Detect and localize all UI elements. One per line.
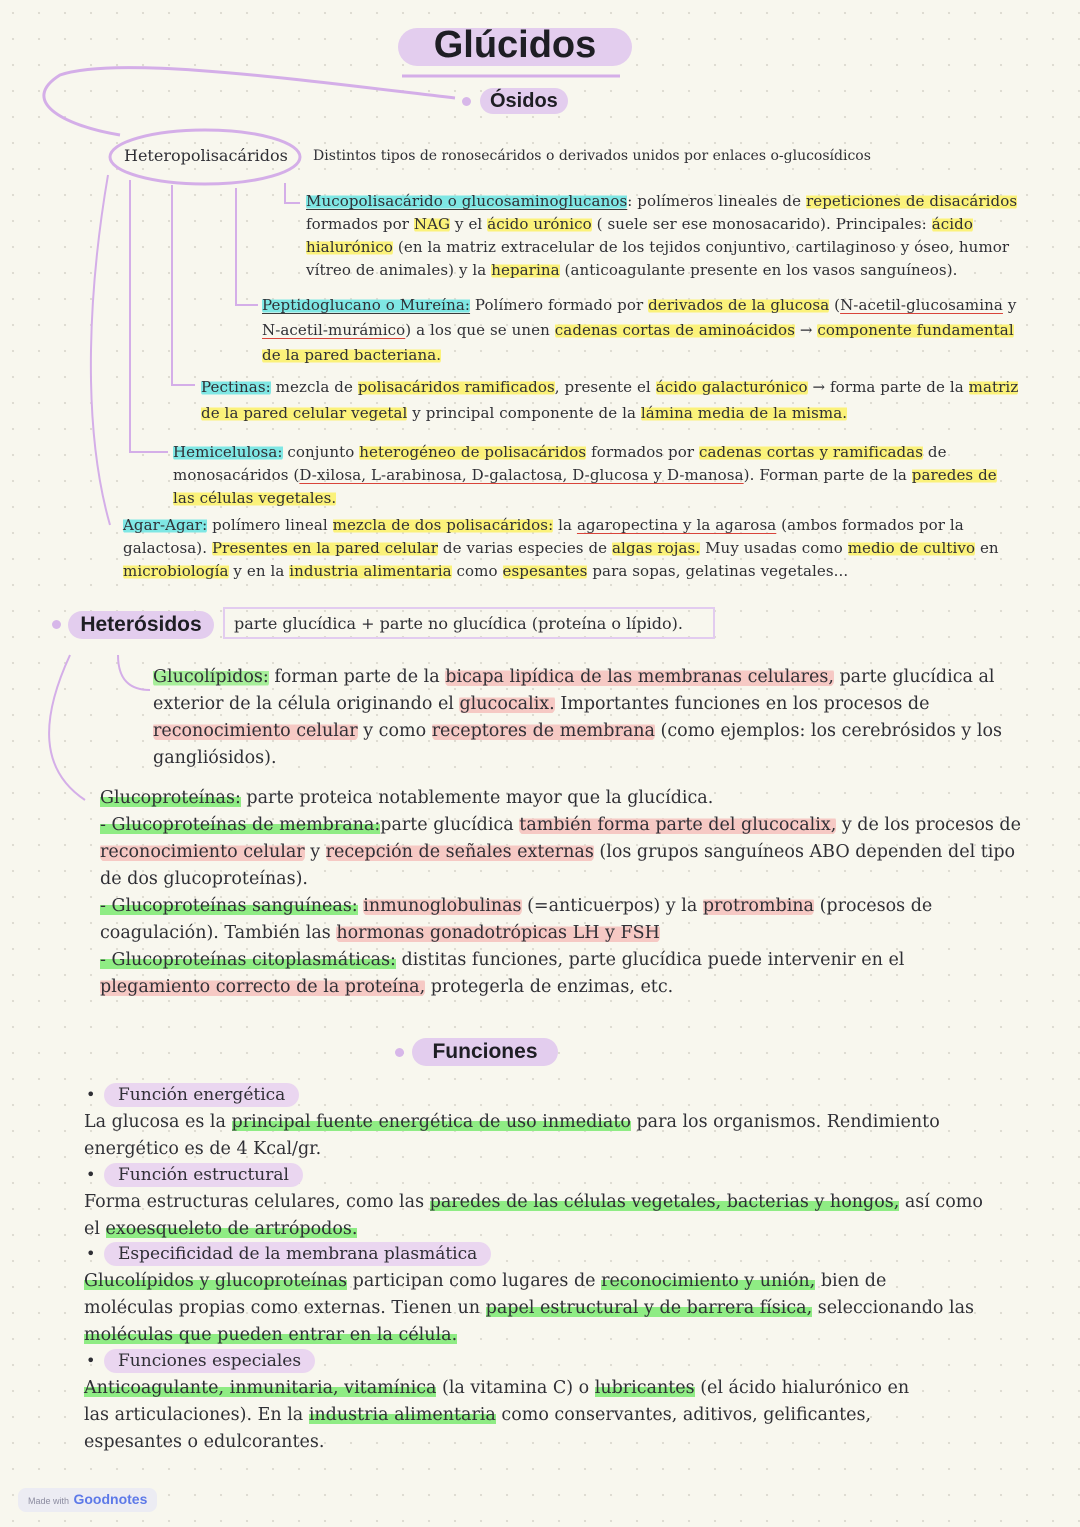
page-title: Glúcidos bbox=[433, 24, 597, 66]
heteropolisacaridos-label: Heteropolisacáridos bbox=[124, 146, 288, 165]
hemicelulosa-block: Hemicelulosa: conjunto heterogéneo de polisacáridos formados por cadenas cortas y ramificadas de monosacáridos (D-xilosa, L-arabinosa, D-galactosa, D-glucosa y D-manosa). Forman parte de la paredes de las células vegetales. bbox=[173, 443, 997, 507]
osidos-dot bbox=[462, 97, 471, 106]
funciones-especiales-text: Anticoagulante, inmunitaria, vitamínica (la vitamina C) o lubricantes (el ácido hialurónico en las articulaciones). En la industria alimentaria como conservantes, aditivos, gelificantes, espesantes o edulcorantes. bbox=[84, 1378, 910, 1452]
agar-block: Agar-Agar: polímero lineal mezcla de dos polisacáridos: la agaropectina y la agarosa (ambos formados por la galactosa). Presentes en la pared celular de varias especies de algas rojas. Muy usadas como medio de cultivo en microbiología y en la industria alimentaria como espesantes para sopas, gelatinas vegetales... bbox=[123, 516, 999, 580]
funciones-dot bbox=[395, 1048, 404, 1057]
glucolipidos-block: Glucolípidos: forman parte de la bicapa lipídica de las membranas celulares, parte glucídica al exterior de la célula originando el glucocalix. Importantes funciones en los procesos de reconocimiento celular y como receptores de membrana (como ejemplos: los cerebrósidos y los gangliósidos). bbox=[153, 667, 1002, 768]
funciones-especiales-label: Funciones especiales bbox=[104, 1349, 315, 1373]
especificidad-membrana-label: Especificidad de la membrana plasmática bbox=[104, 1242, 491, 1266]
funcion-estructural-text: Forma estructuras celulares, como las paredes de las células vegetales, bacterias y hongos, así como el exoesqueleto de artrópodos. bbox=[84, 1192, 983, 1239]
funcion-energetica-label: Función energética bbox=[104, 1083, 299, 1107]
osidos-heading: Ósidos bbox=[480, 88, 568, 114]
heterosidos-heading: Heterósidos bbox=[68, 611, 214, 639]
heterosidos-definition-box: parte glucídica + parte no glucídica (proteína o lípido). bbox=[223, 607, 715, 639]
heterosidos-dot bbox=[52, 620, 61, 629]
pectinas-block: Pectinas: mezcla de polisacáridos ramificados, presente el ácido galacturónico → forma parte de la matriz de la pared celular vegetal y principal componente de la lámina media de la misma. bbox=[201, 378, 1019, 422]
mucopolisacarido-block: Mucopolisacárido o glucosaminoglucanos: polímeros lineales de repeticiones de disacáridos formados por NAG y el ácido urónico ( suele ser ese monosacarido). Principales: ácido hialurónico (en la matriz extracelular de los tejidos conjuntivo, cartilaginoso y óseo, humor vítreo de animales) y la heparina (anticoagulante presente en los vasos sanguíneos). bbox=[306, 192, 1018, 279]
funcion-energetica-text: La glucosa es la principal fuente energética de uso inmediato para los organismos. Rendimiento energético es de 4 Kcal/gr. bbox=[84, 1112, 940, 1159]
bullet-4: • bbox=[86, 1351, 96, 1370]
glucoproteinas-block: Glucoproteínas: parte proteica notablemente mayor que la glucídica. - Glucoproteínas de membrana:parte glucídica también forma parte del glucocalix, y de los procesos de reconocimiento celular y recepción de señales externas (los grupos sanguíneos ABO dependen del tipo de dos glucoproteínas). - Glucoproteínas sanguíneas: inmunoglobulinas (=anticuerpos) y la protrombina (procesos de coagulación). También las hormonas gonadotrópicas LH y FSH - Glucoproteínas citoplasmáticas: distitas funciones, parte glucídica puede intervenir en el plegamiento correcto de la proteína, protegerla de enzimas, etc. bbox=[100, 788, 1021, 997]
bullet-3: • bbox=[86, 1244, 96, 1263]
funciones-heading: Funciones bbox=[412, 1038, 558, 1066]
goodnotes-badge: Made with Goodnotes bbox=[18, 1488, 157, 1512]
bullet-2: • bbox=[86, 1165, 96, 1184]
especificidad-membrana-text: Glucolípidos y glucoproteínas participan como lugares de reconocimiento y unión, bien de moléculas propias como externas. Tienen un papel estructural y de barrera física, seleccionando las moléculas que pueden entrar en la célula. bbox=[84, 1271, 975, 1345]
funcion-estructural-label: Función estructural bbox=[104, 1163, 303, 1187]
peptidoglucano-block: Peptidoglucano o Mureína: Polímero formado por derivados de la glucosa (N-acetil-glucosamina y N-acetil-murámico) a los que se unen cadenas cortas de aminoácidos → componente fundamental de la pared bacteriana. bbox=[262, 296, 1017, 364]
heteropolisacaridos-desc: Distintos tipos de ronosecáridos o derivados unidos por enlaces o-glucosídicos bbox=[313, 148, 871, 164]
bullet-1: • bbox=[86, 1085, 96, 1104]
